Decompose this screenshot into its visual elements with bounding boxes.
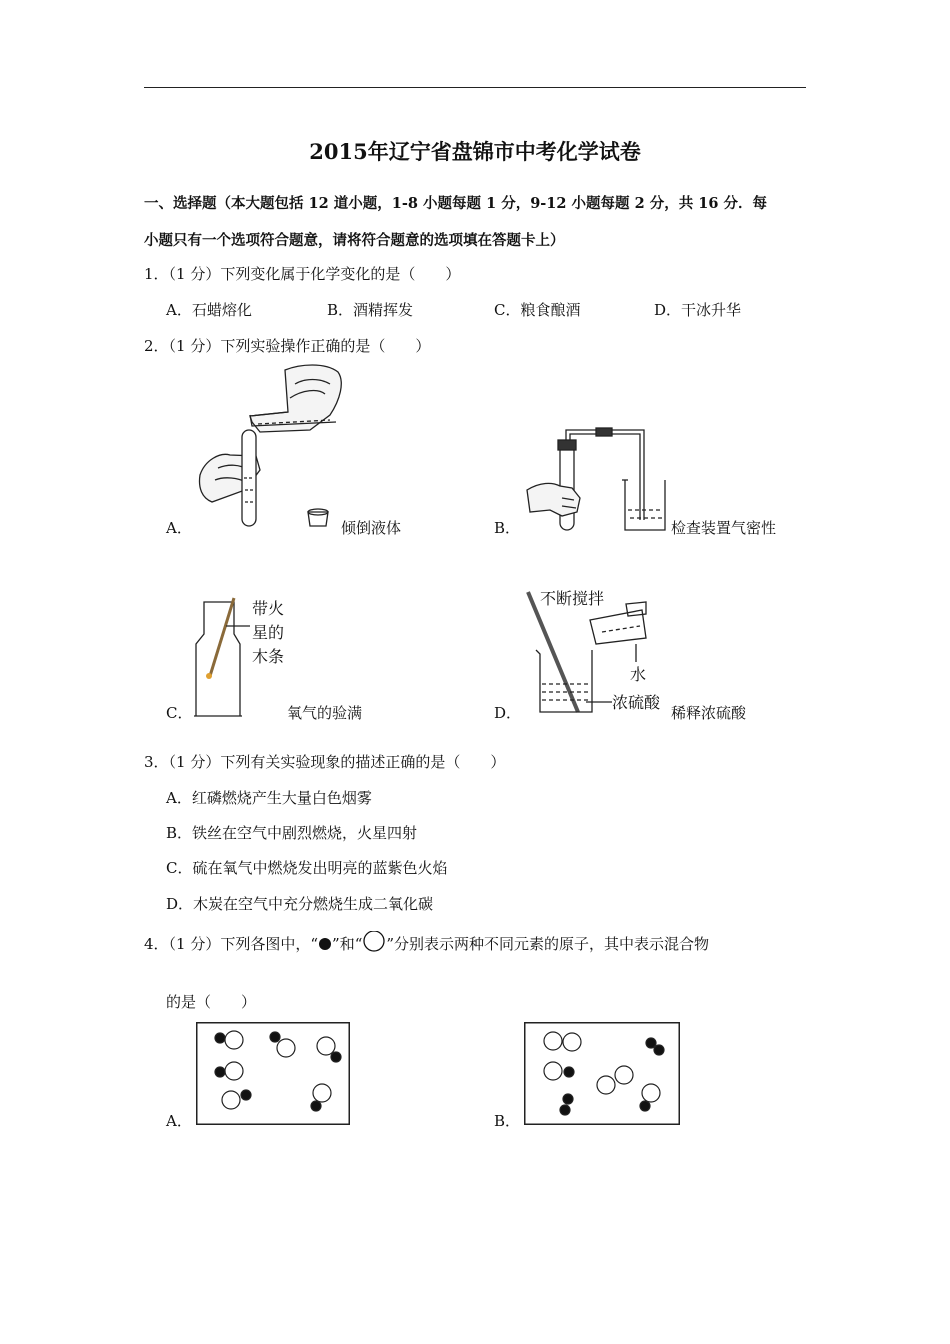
q1-option-b: B．酒精挥发 [327, 301, 414, 319]
figure-airtightness-check [522, 420, 672, 535]
q2-stem: 2．（1 分）下列实验操作正确的是（ ） [144, 337, 431, 355]
q4-option-a-letter: A． [166, 1112, 192, 1130]
fig-d-label-acid: 浓硫酸 [612, 693, 661, 712]
figure-particles-b [524, 1022, 680, 1125]
fig-c-label-line2: 星的 [252, 623, 285, 642]
q2-option-d-caption: 稀释浓硫酸 [671, 704, 747, 722]
q2-option-a-caption: 倾倒液体 [341, 519, 402, 537]
q3-stem: 3．（1 分）下列有关实验现象的描述正确的是（ ） [144, 753, 506, 771]
q2-option-a-letter: A． [166, 519, 192, 537]
q1-stem: 1．（1 分）下列变化属于化学变化的是（ ） [144, 265, 461, 283]
q3-option-c: C．硫在氧气中燃烧发出明亮的蓝紫色火焰 [166, 859, 448, 877]
q4-stem-line2: 的是（ ） [166, 993, 257, 1011]
q3-option-d: D．木炭在空气中充分燃烧生成二氧化碳 [166, 895, 434, 913]
q4-stem-part1: 4．（1 分）下列各图中，“ [144, 935, 319, 953]
figure-pouring-liquid [190, 360, 350, 535]
section-heading-line2: 小题只有一个选项符合题意，请将符合题意的选项填在答题卡上） [144, 232, 565, 249]
q1-option-d: D．干冰升华 [654, 301, 742, 319]
fig-d-label-stir: 不断搅拌 [540, 589, 605, 608]
q4-stem-line1 [144, 931, 709, 954]
q3-option-a: A．红磷燃烧产生大量白色烟雾 [166, 789, 372, 807]
q2-option-c-letter: C． [166, 704, 193, 722]
q2-option-b-letter: B． [494, 519, 521, 537]
figure-diluting-acid [522, 588, 672, 718]
solid-atom-icon [318, 937, 332, 951]
page-title: 2015年辽宁省盘锦市中考化学试卷 [309, 139, 641, 164]
q1-option-a: A．石蜡熔化 [166, 301, 252, 319]
q4-stem-part2: ”和“ [332, 935, 363, 953]
q2-option-c-caption: 氧气的验满 [287, 704, 363, 722]
q3-option-b: B．铁丝在空气中剧烈燃烧，火星四射 [166, 824, 418, 842]
q4-option-b-letter: B． [494, 1112, 521, 1130]
header-rule [144, 87, 806, 88]
q4-stem-part3: ”分别表示两种不同元素的原子，其中表示混合物 [386, 935, 710, 953]
fig-c-label-line3: 木条 [252, 647, 285, 666]
q2-option-d-letter: D． [494, 704, 522, 722]
figure-particles-a [196, 1022, 350, 1125]
figure-oxygen-full-check [190, 592, 300, 718]
q2-option-b-caption: 检查装置气密性 [671, 519, 777, 537]
fig-c-label-line1: 带火 [252, 599, 285, 618]
q1-option-c: C．粮食酿酒 [494, 301, 581, 319]
hollow-atom-icon [362, 931, 386, 953]
section-heading-line1: 一、选择题（本大题包括 12 道小题，1-8 小题每题 1 分，9-12 小题每题 2 分，共 16 分．每 [144, 195, 767, 212]
fig-d-label-water: 水 [630, 665, 647, 684]
